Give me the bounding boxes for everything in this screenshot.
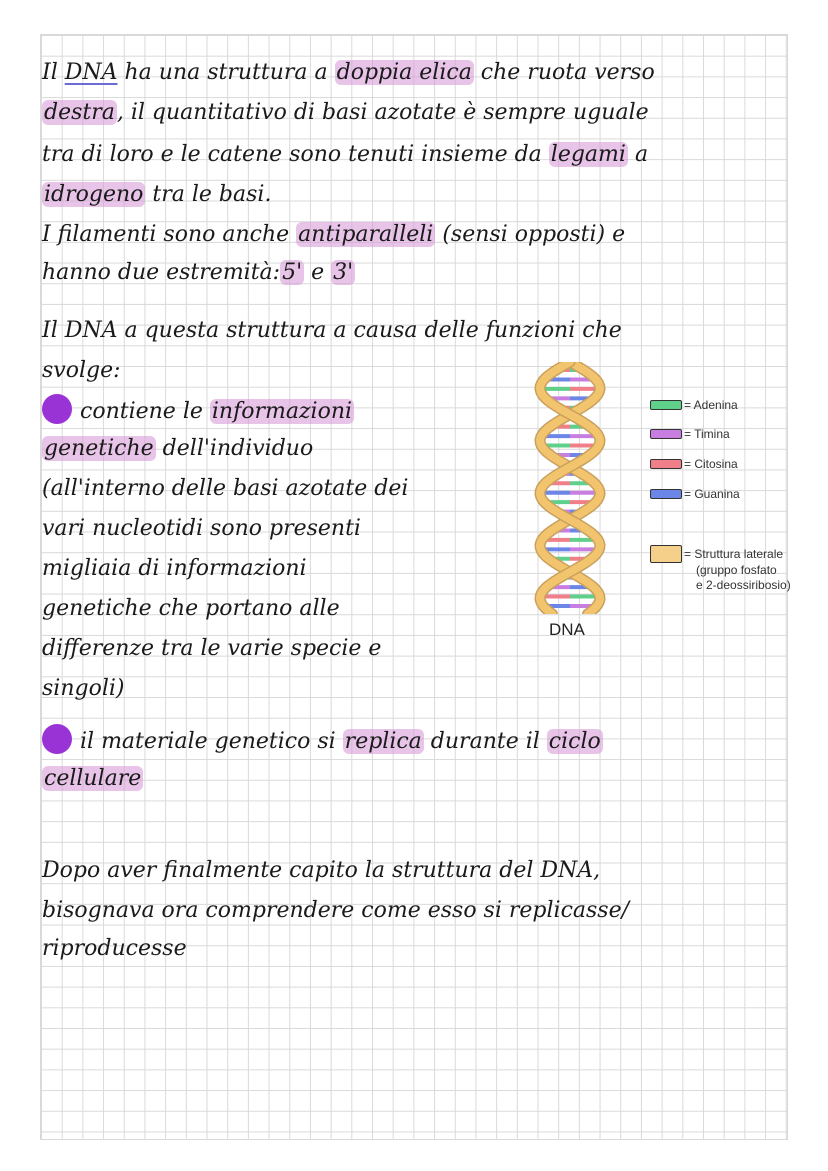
- highlight-antiparalleli: antiparalleli: [298, 222, 434, 247]
- text-line-20: bisognava ora comprendere come esso si replicasse/: [42, 898, 630, 923]
- legend-swatch-citosina: [650, 459, 682, 469]
- legend-label-struttura-laterale: = Struttura laterale: [684, 547, 784, 561]
- dna-word: DNA: [64, 60, 118, 85]
- highlight-idrogeno: idrogeno: [44, 182, 144, 207]
- text-line-4: idrogeno tra le basi.: [44, 182, 272, 207]
- text-line-15: differenze tra le varie specie e: [42, 636, 382, 661]
- text-line-14: genetiche che portano alle: [42, 596, 340, 621]
- text-line-7: Il DNA a questa struttura a causa delle funzioni che: [42, 318, 622, 343]
- legend-label-timina: = Timina: [684, 427, 730, 441]
- underline-genetiche: genetiche: [44, 436, 154, 461]
- underline-informazioni: informazioni: [211, 399, 353, 424]
- highlight-replica: replica: [344, 729, 422, 754]
- highlight-5-prime: 5': [282, 260, 303, 285]
- text-line-1: Il DNA ha una struttura a doppia elica che ruota verso: [42, 60, 655, 85]
- underline-ciclo: ciclo: [548, 729, 601, 754]
- legend-swatch-timina: [650, 429, 682, 439]
- highlight-3-prime: 3': [333, 260, 354, 285]
- text-line-8: svolge:: [42, 358, 121, 383]
- purple-bullet-icon: [42, 724, 72, 754]
- legend-note-line-2: e 2-deossiribosio): [696, 578, 791, 592]
- text-line-18: [42, 764, 143, 794]
- dna-helix-illustration: [520, 362, 620, 614]
- text-line-11: (all'interno delle basi azotate dei: [42, 476, 409, 501]
- text-line-6: hanno due estremità:5' e 3': [42, 260, 354, 285]
- dna-caption: DNA: [549, 620, 585, 639]
- purple-bullet-icon: [42, 394, 72, 424]
- text-line-10: genetiche dell'individuo: [44, 436, 314, 461]
- text-line-13: migliaia di informazioni: [42, 556, 307, 581]
- bullet-item-1: contiene le informazioni: [42, 394, 354, 427]
- legend-swatch-adenina: [650, 400, 682, 410]
- highlight-destra: destra: [44, 100, 115, 125]
- text-line-16: singoli): [42, 676, 125, 701]
- text-line-3: tra di loro e le catene sono tenuti insieme da legami a: [42, 142, 649, 167]
- legend-swatch-struttura-laterale: [650, 545, 682, 563]
- text-line-2: destra, il quantitativo di basi azotate è sempre uguale: [44, 100, 649, 125]
- legend-label-citosina: = Citosina: [684, 457, 738, 471]
- highlight-doppia-elica: doppia elica: [336, 60, 472, 85]
- bullet-item-2: il materiale genetico si replica durante il ciclo: [42, 724, 603, 757]
- legend-note-line-1: (gruppo fosfato: [696, 563, 777, 577]
- highlight-legami: legami: [550, 142, 626, 167]
- text-line-19: Dopo aver finalmente capito la struttura del DNA,: [42, 858, 601, 883]
- legend-label-guanina: = Guanina: [684, 487, 740, 501]
- underline-cellulare: cellulare: [44, 766, 142, 791]
- legend-label-adenina: = Adenina: [684, 398, 738, 412]
- text-line-12: vari nucleotidi sono presenti: [42, 516, 361, 541]
- legend-swatch-guanina: [650, 489, 682, 499]
- text-line-21: riproducesse: [42, 936, 187, 961]
- text-line-5: I filamenti sono anche antiparalleli (sensi opposti) e: [42, 222, 626, 247]
